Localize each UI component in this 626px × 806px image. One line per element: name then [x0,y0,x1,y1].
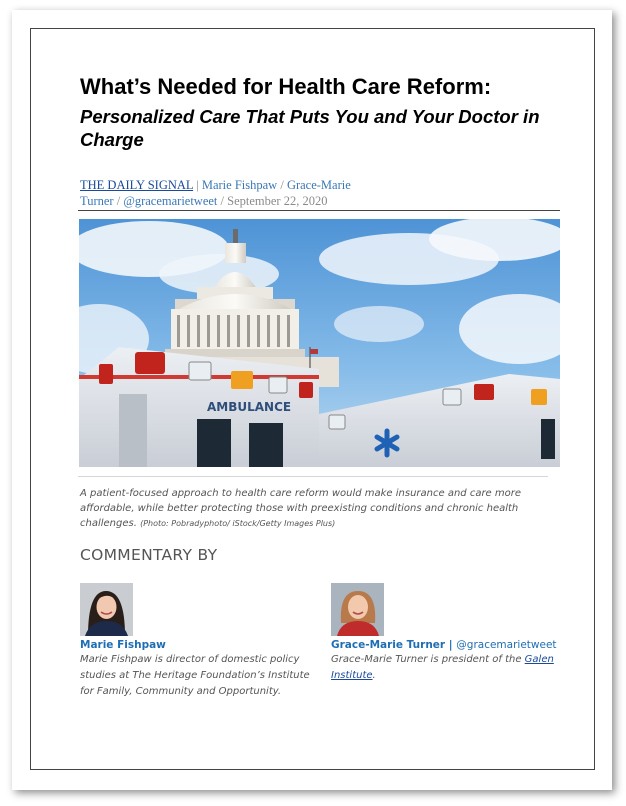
author-bio [331,652,571,684]
author-bio-suffix: . [372,670,376,681]
commentary-heading: COMMENTARY BY [80,546,218,564]
capitol-ambulance-photo [79,219,560,467]
photo-credit: (Photo: Pobradyphoto/ iStock/Getty Images Plus) [140,519,336,528]
byline-separator: / [220,194,228,208]
article-title: What’s Needed for Health Care Reform: [80,74,492,99]
author-card-2 [331,583,571,684]
galen-institute-link[interactable]: Galen Institute [331,654,554,681]
author-card-1 [80,583,310,700]
byline [80,177,380,209]
name-separator: | [445,639,457,651]
author-bio-prefix: Grace-Marie Turner is president of the [331,654,525,665]
ambulance-label: AMBULANCE [207,400,292,414]
hero-image [79,219,560,467]
caption-divider [78,476,548,477]
image-caption [80,486,540,531]
header-divider [78,210,560,211]
avatar[interactable] [80,583,133,636]
author-bio: Marie Fishpaw is director of domestic policy studies at The Heritage Foundation’s Institute for Family, Community and Opportunity. [80,654,310,697]
author-name[interactable]: Marie Fishpaw [80,639,166,651]
byline-date: September 22, 2020 [227,194,328,208]
author-name[interactable]: Grace-Marie Turner [331,639,446,651]
byline-separator: / [280,178,287,192]
byline-author-1-link[interactable]: Marie Fishpaw [201,178,278,192]
byline-author-2-link[interactable]: Grace-Marie Turner [80,178,351,208]
publication-link[interactable]: THE DAILY SIGNAL [80,178,194,192]
caption-text: A patient-focused approach to health care reform would make insurance and care more affordable, while better protecting those with preexisting conditions and chronic health challenges. [80,488,522,529]
avatar[interactable] [331,583,384,636]
byline-separator: / [116,194,124,208]
byline-separator: | [196,178,202,192]
author-handle-link[interactable]: @gracemarietweet [456,639,557,651]
byline-handle-link[interactable]: @gracemarietweet [123,194,218,208]
author-name-line [331,638,571,652]
article-subtitle: Personalized Care That Puts You and Your Doctor in Charge [80,106,540,150]
